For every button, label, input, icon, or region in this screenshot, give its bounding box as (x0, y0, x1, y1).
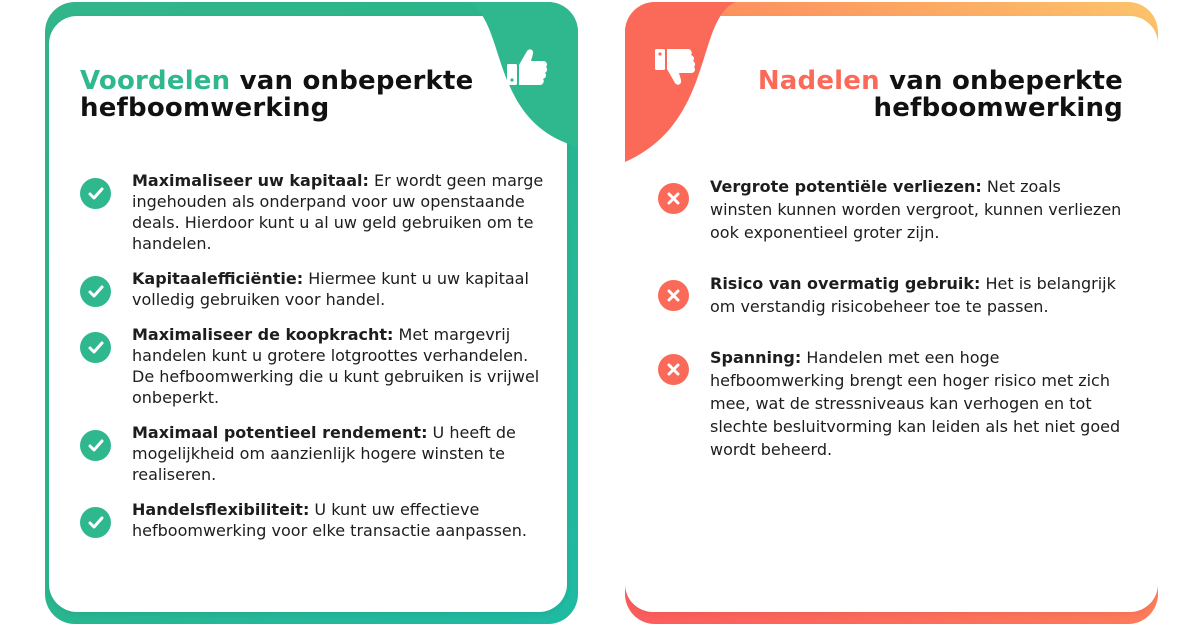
list-item (80, 170, 545, 254)
pros-title-line2: hefboomwerking (80, 93, 330, 123)
check-icon (80, 178, 111, 209)
pros-title-accent: Voordelen (80, 66, 231, 96)
check-icon (80, 276, 111, 307)
check-icon (80, 507, 111, 538)
cons-title-line2: hefboomwerking (873, 93, 1123, 123)
list-item (80, 268, 545, 310)
pros-title (80, 68, 480, 122)
list-item (658, 175, 1128, 244)
cross-icon (658, 183, 689, 214)
item-heading: Risico van overmatig gebruik: (710, 274, 981, 293)
cons-title-accent: Nadelen (757, 66, 880, 96)
pros-list (80, 170, 545, 555)
cons-card (625, 2, 1158, 624)
cross-icon (658, 354, 689, 385)
pros-title-rest: van onbeperkte (230, 66, 474, 96)
item-heading: Maximaliseer uw kapitaal: (132, 171, 369, 190)
cons-title (703, 68, 1123, 122)
item-heading: Maximaal potentieel rendement: (132, 423, 428, 442)
list-item (80, 499, 545, 541)
item-text: Hiermee kunt u uw kapitaal volledig gebruiken voor handel. (132, 269, 529, 309)
check-icon (80, 332, 111, 363)
pros-card (45, 2, 578, 624)
item-heading: Vergrote potentiële verliezen: (710, 177, 982, 196)
item-text: U heeft de mogelijkheid om aanzienlijk hogere winsten te realiseren. (132, 423, 516, 484)
list-item (80, 422, 545, 485)
item-text: Het is belangrijk om verstandig risicobeheer toe te passen. (710, 274, 1116, 316)
item-text: Handelen met een hoge hefboomwerking brengt een hoger risico met zich mee, wat de stressniveaus kan verhogen en tot slechte besluitvorming kan leiden als het niet goed wordt beheerd. (710, 348, 1121, 459)
list-item (80, 324, 545, 408)
item-heading: Handelsflexibiliteit: (132, 500, 310, 519)
cons-list (658, 175, 1128, 489)
item-text: Net zoals winsten kunnen worden vergroot, kunnen verliezen ook exponentieel groter zijn. (710, 177, 1122, 242)
item-heading: Maximaliseer de koopkracht: (132, 325, 394, 344)
check-icon (80, 430, 111, 461)
thumbs-down-icon (653, 47, 697, 87)
list-item (658, 346, 1128, 461)
cons-title-rest: van onbeperkte (879, 66, 1123, 96)
item-text: U kunt uw effectieve hefboomwerking voor elke transactie aanpassen. (132, 500, 527, 540)
list-item (658, 272, 1128, 318)
item-heading: Spanning: (710, 348, 802, 367)
cross-icon (658, 280, 689, 311)
item-heading: Kapitaalefficiëntie: (132, 269, 304, 288)
item-text: Met margevrij handelen kunt u grotere lotgroottes verhandelen. De hefboomwerking die u kunt gebruiken is vrijwel onbeperkt. (132, 325, 540, 407)
thumbs-up-icon (505, 47, 549, 87)
item-text: Er wordt geen marge ingehouden als onderpand voor uw openstaande deals. Hierdoor kunt u al uw geld gebruiken om te handelen. (132, 171, 544, 253)
